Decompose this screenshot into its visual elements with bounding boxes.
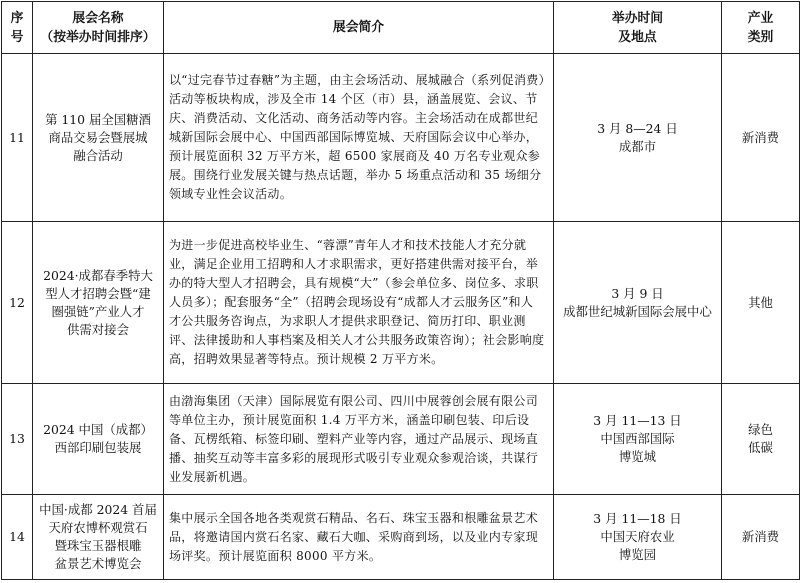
- header-time-place: 举办时间 及地点: [554, 2, 722, 54]
- table-row: [2, 384, 800, 495]
- header-category: 产业 类别: [722, 2, 800, 54]
- exhibition-table: [1, 1, 800, 580]
- table-row: [2, 495, 800, 580]
- row-intro: 由渤海集团（天津）国际展览有限公司、四川中展蓉创会展有限公司等单位主办，预计展览面积 1.4 万平方米，涵盖印刷包装、印后设备、瓦楞纸箱、标签印刷、塑料产业等内容，通过产品展示、现场直播、抽奖互动等丰富多彩的展现形式吸引专业观众参观洽谈，共谋行业发展新机遇。: [164, 384, 554, 495]
- row-intro: 为进一步促进高校毕业生、“蓉漂”青年人才和技术技能人才充分就业，满足企业用工招聘和人才求职需求，更好搭建供需对接平台，举办的特大型人才招聘会，具有规模“大”（参会单位多、岗位多、求职人员多）；配套服务“全”（招聘会现场设有“成都人才云服务区”和人才公共服务咨询点，为求职人才提供求职登记、简历打印、职业测评、法律援助和人事档案及相关人才公共服务政策咨询）；社会影响度高，招聘效果显著等特点。预计规模 2 万平方米。: [164, 222, 554, 384]
- header-row: [2, 2, 800, 54]
- row-category: 新消费: [722, 54, 800, 222]
- row-category: 其他: [722, 222, 800, 384]
- header-name: 展会名称 （按举办时间排序）: [33, 2, 164, 54]
- row-category: 绿色 低碳: [722, 384, 800, 495]
- row-no: 14: [2, 495, 33, 580]
- header-no: 序 号: [2, 2, 33, 54]
- row-no: 12: [2, 222, 33, 384]
- row-name: 中国·成都 2024 首届 天府农博杯观赏石 暨珠宝玉器根雕 盆景艺术博览会: [33, 495, 164, 580]
- row-intro: 集中展示全国各地各类观赏石精品、名石、珠宝玉器和根雕盆景艺术品，将邀请国内赏石名家、藏石大咖、采购商到场，以及业内专家现场评奖。预计展览面积 8000 平方米。: [164, 495, 554, 580]
- row-no: 11: [2, 54, 33, 222]
- row-intro: 以“过完春节过春糖”为主题，由主会场活动、展城融合（系列促消费）活动等板块构成，涉及全市 14 个区（市）县，涵盖展览、会议、节庆、消费活动、文化活动、商务活动等内容。主会场活动在成都世纪城新国际会展中心、中国西部国际博览城、天府国际会议中心举办，预计展览面积 32 万平方米，超 6500 家展商及 40 万名专业观众参展。围绕行业发展关键与热点话题，举办 5 场重点活动和 35 场细分领域专业性会议活动。: [164, 54, 554, 222]
- table-row: [2, 222, 800, 384]
- header-intro: 展会简介: [164, 2, 554, 54]
- row-time-place: 3 月 8—24 日 成都市: [554, 54, 722, 222]
- row-category: 新消费: [722, 495, 800, 580]
- row-time-place: 3 月 9 日 成都世纪城新国际会展中心: [554, 222, 722, 384]
- row-time-place: 3 月 11—18 日 中国天府农业 博览园: [554, 495, 722, 580]
- row-name: 2024 中国（成都） 西部印刷包装展: [33, 384, 164, 495]
- table-row: [2, 54, 800, 222]
- row-name: 2024·成都春季特大 型人才招聘会暨“建 圈强链”产业人才 供需对接会: [33, 222, 164, 384]
- row-time-place: 3 月 11—13 日 中国西部国际 博览城: [554, 384, 722, 495]
- row-name: 第 110 届全国糖酒 商品交易会暨展城 融合活动: [33, 54, 164, 222]
- row-no: 13: [2, 384, 33, 495]
